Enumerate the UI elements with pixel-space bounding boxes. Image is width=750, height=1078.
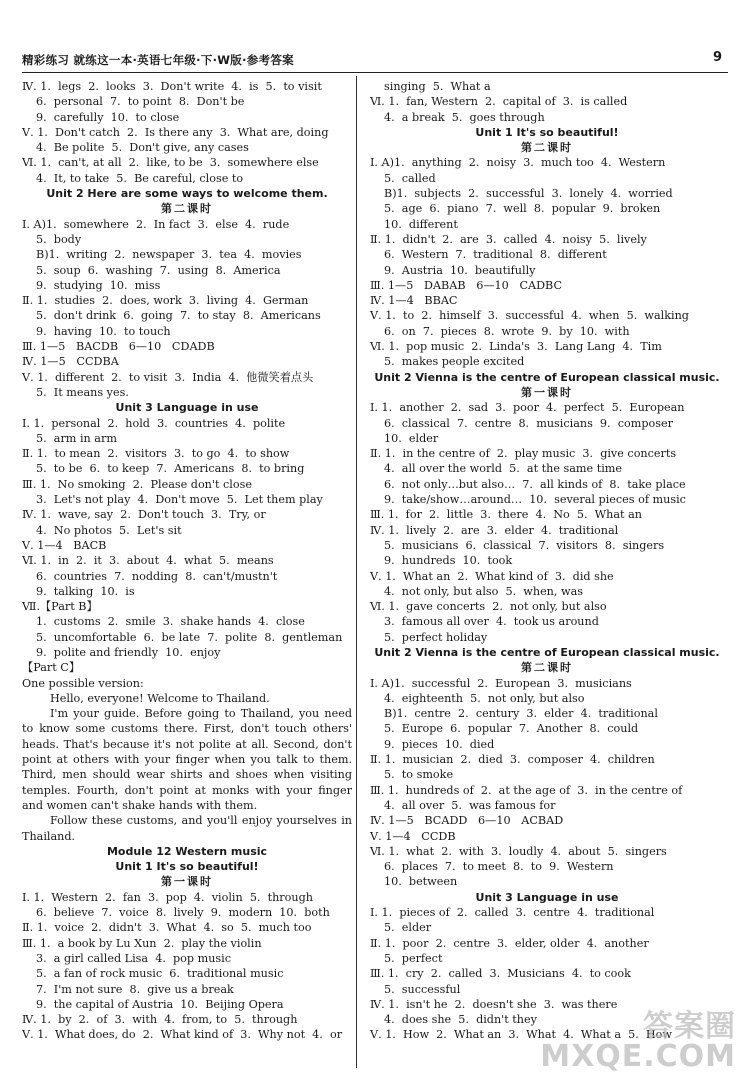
answer-line: 9. having 10. to touch	[36, 324, 171, 338]
answer-line: Ⅱ. 1. studies 2. does, work 3. living 4. German	[22, 294, 309, 308]
answer-line: 5. to smoke	[384, 768, 454, 782]
section-title: Unit 2 Vienna is the centre of European classical music.	[374, 370, 720, 384]
answer-line: Ⅲ. 1. for 2. little 3. there 4. No 5. What an	[370, 508, 642, 522]
answer-line: 5. It means yes.	[36, 385, 129, 399]
answer-line: 【Part C】	[22, 661, 81, 675]
answer-line: 6. on 7. pieces 8. wrote 9. by 10. with	[384, 324, 630, 338]
answer-line: Ⅳ. 1. wave, say 2. Don't touch 3. Try, or	[22, 508, 266, 522]
answer-line: 10. between	[384, 875, 458, 889]
answer-line: 9. the capital of Austria 10. Beijing Opera	[36, 997, 284, 1011]
answer-line: 9. carefully 10. to close	[36, 110, 180, 124]
answer-line: Ⅳ. 1—5 BCADD 6—10 ACBAD	[370, 814, 564, 828]
answer-line: Ⅴ. 1. different 2. to visit 3. India 4. 他微笑着点头	[22, 370, 314, 384]
page-number: 9	[712, 50, 722, 65]
answer-line: Ⅰ. 1. pieces of 2. called 3. centre 4. traditional	[370, 906, 655, 920]
answer-line: 6. places 7. to meet 8. to 9. Western	[384, 860, 614, 874]
answer-line: Ⅴ. 1—4 CCDB	[370, 829, 456, 843]
answer-line: Ⅳ. 1—5 CCDBA	[22, 355, 119, 369]
answer-line: Ⅱ. 1. in the centre of 2. play music 3. give concerts	[370, 447, 677, 461]
answer-line: 9. hundreds 10. took	[384, 554, 513, 568]
answer-line: 4. a break 5. goes through	[384, 110, 545, 124]
watermark: 答案圈 MXQE.COM	[540, 1009, 736, 1074]
answer-line: Ⅳ. 1. lively 2. are 3. elder 4. traditional	[370, 523, 619, 537]
answer-line: B)1. writing 2. newspaper 3. tea 4. movies	[36, 248, 302, 262]
answer-line: Ⅳ. 1. legs 2. looks 3. Don't write 4. is 5. to visit	[22, 80, 322, 93]
section-title: Unit 1 It's so beautiful!	[115, 860, 259, 874]
answer-line: 4. It, to take 5. Be careful, close to	[36, 171, 244, 185]
answer-line: 5. uncomfortable 6. be late 7. polite 8. gentleman	[36, 630, 343, 644]
answer-line: Ⅲ. 1. hundreds of 2. at the age of 3. in the centre of	[370, 783, 683, 797]
answer-line: Ⅴ. 1. Don't catch 2. Is there any 3. What are, doing	[22, 125, 329, 139]
answer-line: 4. eighteenth 5. not only, but also	[384, 691, 585, 705]
answer-line: B)1. centre 2. century 3. elder 4. traditional	[384, 707, 658, 721]
section-title: Unit 2 Here are some ways to welcome them.	[46, 187, 328, 201]
answer-line: 6. classical 7. centre 8. musicians 9. composer	[384, 416, 673, 430]
answer-line: Ⅵ. 1. fan, Western 2. capital of 3. is called	[370, 95, 628, 109]
answer-line: Ⅴ. 1. to 2. himself 3. successful 4. when 5. walking	[370, 309, 689, 323]
answer-line: 5. body	[36, 232, 82, 246]
answer-line: 5. soup 6. washing 7. using 8. America	[36, 263, 281, 277]
answer-line: 7. I'm not sure 8. give us a break	[36, 982, 234, 996]
answer-line: 9. talking 10. is	[36, 584, 135, 598]
answer-line: B)1. subjects 2. successful 3. lonely 4. worried	[384, 187, 673, 201]
answer-line: 5. a fan of rock music 6. traditional music	[36, 967, 284, 981]
header-title: 精彩练习 就练这一本·英语七年级·下·W版·参考答案	[22, 53, 294, 67]
lesson-subtitle: 第二课时	[521, 141, 573, 155]
answer-line: Ⅴ. 1. How 2. What an 3. What 4. What a 5. How	[370, 1028, 672, 1042]
answer-line: 10. elder	[384, 431, 439, 445]
answer-line: 6. Western 7. traditional 8. different	[384, 248, 607, 262]
answer-line: 5. arm in arm	[36, 431, 117, 445]
lesson-subtitle: 第二课时	[521, 661, 573, 675]
answer-line: 4. does she 5. didn't they	[384, 1013, 537, 1027]
section-title: Unit 1 It's so beautiful!	[475, 125, 619, 139]
answer-line: 6. countries 7. nodding 8. can't/mustn't	[36, 569, 278, 583]
answer-line: Ⅲ. 1. a book by Lu Xun 2. play the violin	[22, 936, 262, 950]
essay-paragraph: Hello, everyone! Welcome to Thailand.	[50, 691, 270, 705]
answer-line: Ⅰ. A)1. successful 2. European 3. musicians	[370, 676, 632, 690]
answer-line: Ⅳ. 1. isn't he 2. doesn't she 3. was there	[370, 997, 618, 1011]
essay-paragraph: I'm your guide. Before going to Thailand, you need to know some customs there. First, don't touch others' heads. That's because it's not polite at all. Second, don't point at others with your finger when you talk to them. Third, men should wear shirts and shoes when visiting temples. Fourth, don't point at monks with your finger and women can't shake hands with them.	[22, 707, 352, 812]
right-column	[370, 79, 724, 1043]
answer-line: 6. not only…but also… 7. all kinds of 8. take place	[384, 477, 686, 491]
answer-line: 5. successful	[384, 982, 461, 996]
answer-line: singing 5. What a	[384, 80, 491, 93]
answer-line: 9. studying 10. miss	[36, 278, 161, 292]
answer-line: 4. No photos 5. Let's sit	[36, 523, 182, 537]
answer-line: 4. all over the world 5. at the same time	[384, 462, 623, 476]
answer-line: Ⅶ.【Part B】	[22, 600, 98, 614]
answer-line: Ⅰ. A)1. somewhere 2. In fact 3. else 4. rude	[22, 217, 290, 231]
answer-line: Ⅳ. 1. by 2. of 3. with 4. from, to 5. through	[22, 1013, 298, 1027]
answer-line: 5. perfect	[384, 951, 443, 965]
answer-line: Ⅱ. 1. to mean 2. visitors 3. to go 4. to show	[22, 447, 290, 461]
answer-line: Ⅵ. 1. in 2. it 3. about 4. what 5. means	[22, 554, 274, 568]
answer-line: 4. not only, but also 5. when, was	[384, 584, 583, 598]
answer-line: 5. called	[384, 171, 436, 185]
answer-line: Ⅰ. 1. Western 2. fan 3. pop 4. violin 5. through	[22, 890, 313, 904]
section-title: Unit 2 Vienna is the centre of European classical music.	[374, 645, 720, 659]
answer-line: 3. a girl called Lisa 4. pop music	[36, 951, 231, 965]
lesson-subtitle: 第一课时	[161, 875, 213, 889]
answer-line: 10. different	[384, 217, 458, 231]
section-title: Unit 3 Language in use	[115, 401, 259, 415]
answer-line: Ⅵ. 1. pop music 2. Linda's 3. Lang Lang 4. Tim	[370, 340, 662, 354]
answer-line: 5. elder	[384, 921, 432, 935]
answer-line: Ⅲ. 1—5 BACDB 6—10 CDADB	[22, 340, 215, 354]
answer-line: Ⅲ. 1—5 DABAB 6—10 CADBC	[370, 278, 563, 292]
answer-line: 9. Austria 10. beautifully	[384, 263, 536, 277]
answer-line: 5. age 6. piano 7. well 8. popular 9. broken	[384, 202, 661, 216]
answer-line: Ⅴ. 1. What an 2. What kind of 3. did she	[370, 569, 614, 583]
answer-line: 9. polite and friendly 10. enjoy	[36, 645, 221, 659]
answer-line: One possible version:	[22, 676, 144, 690]
answer-line: 6. believe 7. voice 8. lively 9. modern 10. both	[36, 906, 330, 920]
answer-line: 5. musicians 6. classical 7. visitors 8. singers	[384, 538, 665, 552]
lesson-subtitle: 第一课时	[521, 385, 573, 399]
answer-line: Ⅱ. 1. didn't 2. are 3. called 4. noisy 5. lively	[370, 232, 647, 246]
answer-line: 4. Be polite 5. Don't give, any cases	[36, 141, 249, 155]
answer-line: Ⅰ. 1. another 2. sad 3. poor 4. perfect 5. European	[370, 401, 685, 415]
section-title: Unit 3 Language in use	[475, 890, 619, 904]
answer-line: 3. famous all over 4. took us around	[384, 615, 599, 629]
column-divider	[356, 76, 357, 1068]
answer-line: Ⅴ. 1. What does, do 2. What kind of 3. Why not 4. or	[22, 1028, 343, 1042]
answer-line: 5. perfect holiday	[384, 630, 488, 644]
answer-line: 9. pieces 10. died	[384, 737, 495, 751]
answer-line: 9. take/show…around… 10. several pieces of music	[384, 493, 686, 507]
section-title: Module 12 Western music	[106, 844, 268, 858]
answer-line: 5. Europe 6. popular 7. Another 8. could	[384, 722, 639, 736]
answer-line: Ⅴ. 1—4 BACB	[22, 538, 107, 552]
answer-line: 5. don't drink 6. going 7. to stay 8. Americans	[36, 309, 321, 323]
answer-line: 1. customs 2. smile 3. shake hands 4. close	[36, 615, 305, 629]
answer-line: Ⅳ. 1—4 BBAC	[370, 294, 458, 308]
answer-line: Ⅱ. 1. musician 2. died 3. composer 4. children	[370, 753, 655, 767]
answer-line: 3. Let's not play 4. Don't move 5. Let them play	[36, 493, 323, 507]
answer-line: Ⅱ. 1. poor 2. centre 3. elder, older 4. another	[370, 936, 649, 950]
answer-line: 6. personal 7. to point 8. Don't be	[36, 95, 245, 109]
answer-line: Ⅵ. 1. what 2. with 3. loudly 4. about 5. singers	[370, 844, 667, 858]
left-column	[22, 79, 352, 1043]
answer-line: 5. makes people excited	[384, 355, 525, 369]
answer-line: Ⅰ. 1. personal 2. hold 3. countries 4. polite	[22, 416, 286, 430]
answer-line: Ⅰ. A)1. anything 2. noisy 3. much too 4. Western	[370, 156, 666, 170]
answer-line: Ⅲ. 1. cry 2. called 3. Musicians 4. to cook	[370, 967, 631, 981]
answer-line: Ⅵ. 1. gave concerts 2. not only, but also	[370, 600, 607, 614]
answer-line: 5. to be 6. to keep 7. Americans 8. to bring	[36, 462, 305, 476]
answer-line: Ⅲ. 1. No smoking 2. Please don't close	[22, 477, 252, 491]
answer-line: Ⅵ. 1. can't, at all 2. like, to be 3. somewhere else	[22, 156, 319, 170]
answer-line: Ⅱ. 1. voice 2. didn't 3. What 4. so 5. much too	[22, 921, 312, 935]
page-header	[22, 0, 728, 73]
essay-paragraph: Follow these customs, and you'll enjoy yourselves in Thailand.	[22, 814, 352, 843]
answer-line: 4. all over 5. was famous for	[384, 798, 556, 812]
lesson-subtitle: 第二课时	[161, 202, 213, 216]
